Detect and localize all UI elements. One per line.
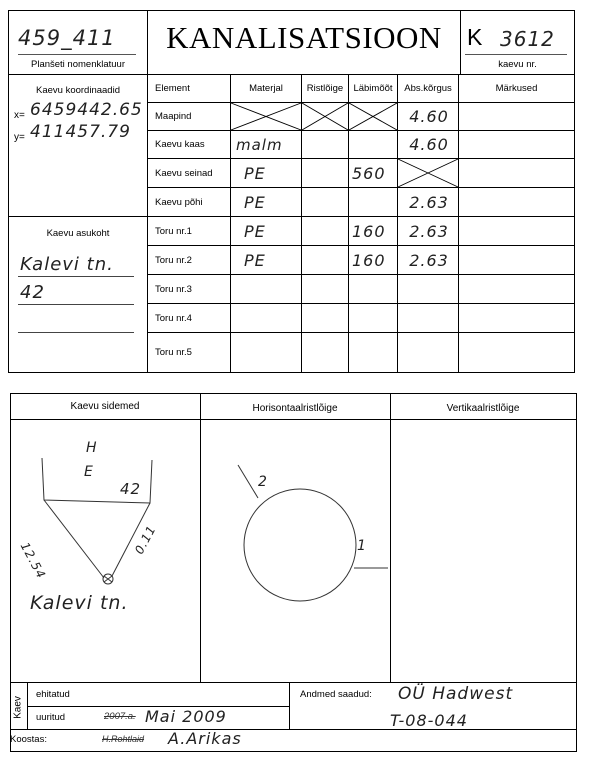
col-header-height: Abs.kõrgus <box>404 83 452 94</box>
table-cell-material: PE <box>244 221 266 241</box>
manhole-label: kaevu nr. <box>498 59 537 70</box>
table-cell-diameter: 160 <box>352 250 386 270</box>
sketch-note-h: H <box>86 440 98 456</box>
compiled-value: A.Arikas <box>168 729 242 748</box>
footer-side-label: Kaev <box>12 696 24 719</box>
pipe-1-label: 1 <box>357 538 367 554</box>
compiled-label: Koostas: <box>10 734 47 745</box>
data-source-label: Andmed saadud: <box>300 689 372 700</box>
table-cell-material: PE <box>244 192 266 212</box>
table-row-element: Kaevu seinad <box>155 167 213 179</box>
page-title: KANALISATSIOON <box>166 20 442 55</box>
location-label: Kaevu asukoht <box>46 228 110 239</box>
col-header-diameter: Läbimõõt <box>353 83 393 94</box>
x-prefix: x= <box>14 110 25 121</box>
manhole-number: 3612 <box>500 27 555 51</box>
table-cell-material: malm <box>236 135 283 154</box>
sketch-col-links: Kaevu sidemed <box>70 401 140 412</box>
col-header-notes: Märkused <box>495 83 538 94</box>
col-header-element: Element <box>155 83 190 94</box>
built-label: ehitatud <box>36 689 70 700</box>
table-row-element: Toru nr.2 <box>155 254 192 266</box>
surveyed-label: uuritud <box>36 712 66 723</box>
sketch-street-name: Kalevi tn. <box>30 592 129 614</box>
table-cell-height: 4.60 <box>409 107 449 126</box>
col-header-material: Materjal <box>249 83 283 94</box>
sketch-col-vertical: Vertikaalristlõige <box>446 403 520 414</box>
location-number: 42 <box>20 282 45 303</box>
compiled-printed: H.Rohtlaid <box>102 734 145 744</box>
x-coordinate: 6459442.65 <box>30 100 143 120</box>
data-source-code: T-08-044 <box>390 711 468 730</box>
table-cell-material: PE <box>244 163 266 183</box>
coords-label: Kaevu koordinaadid <box>36 85 120 96</box>
sketch-note-42: 42 <box>120 480 142 498</box>
sketch-note-e: E <box>84 464 94 480</box>
col-header-section: Ristlõige <box>306 83 344 94</box>
nomenclature-value: 459_411 <box>18 26 116 50</box>
y-coordinate: 411457.79 <box>30 122 131 142</box>
table-row-element: Toru nr.1 <box>155 225 192 237</box>
surveyed-value: Mai 2009 <box>145 707 227 726</box>
table-cell-diameter: 160 <box>352 221 386 241</box>
table-cell-material: PE <box>244 250 266 270</box>
surveyed-printed: 2007.a. <box>104 711 136 722</box>
location-street: Kalevi tn. <box>20 254 114 275</box>
table-cell-height: 2.63 <box>409 192 449 212</box>
table-row-element: Kaevu põhi <box>155 196 203 208</box>
table-row-element: Kaevu kaas <box>155 139 205 150</box>
data-source-company: OÜ Hadwest <box>398 684 514 704</box>
y-prefix: y= <box>14 132 25 143</box>
table-cell-height: 2.63 <box>409 221 449 241</box>
nomenclature-label: Planšeti nomenklatuur <box>31 59 125 70</box>
table-cell-height: 4.60 <box>409 135 449 154</box>
table-cell-diameter: 560 <box>352 163 386 183</box>
sketch-note-distance: 12.54 <box>17 540 49 582</box>
sketch-col-horizontal: Horisontaalristlõige <box>252 403 338 414</box>
manhole-letter: K <box>467 24 483 50</box>
table-row-element: Toru nr.4 <box>155 312 192 324</box>
table-row-element: Maapind <box>155 111 192 122</box>
table-cell-height: 2.63 <box>409 250 449 270</box>
sketch-note-angle: 0.11 <box>132 522 159 557</box>
table-row-element: Toru nr.5 <box>155 347 192 358</box>
table-row-element: Toru nr.3 <box>155 283 192 295</box>
pipe-2-label: 2 <box>258 474 268 490</box>
